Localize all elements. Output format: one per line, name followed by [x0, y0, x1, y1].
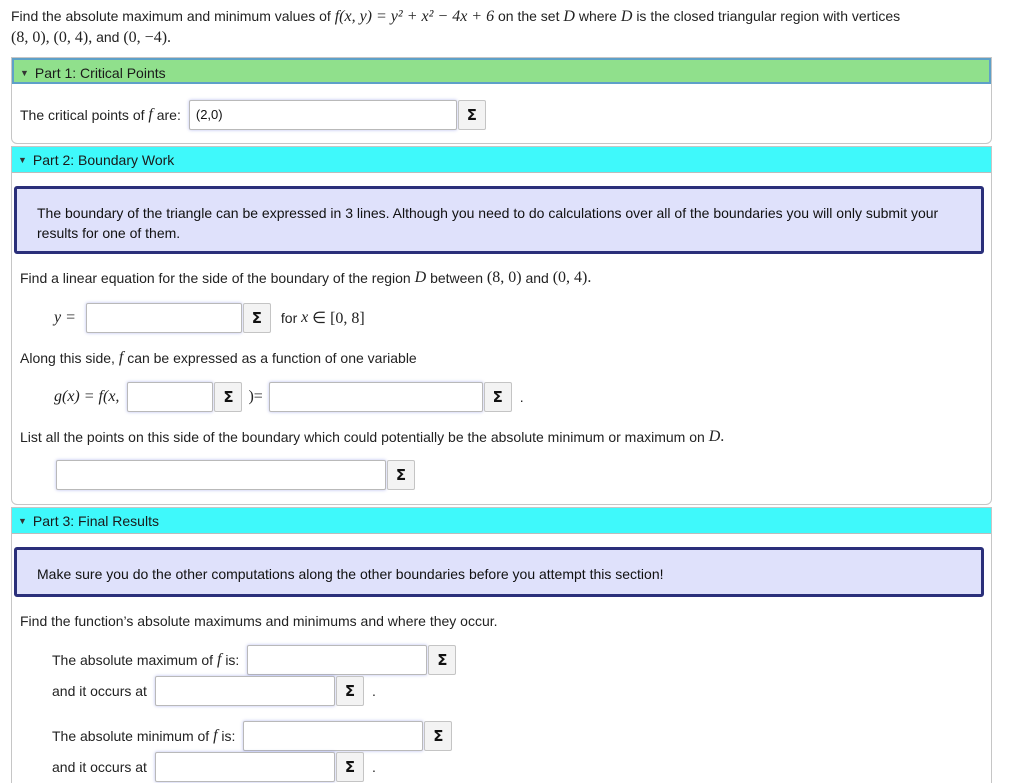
- vertex-2: (0, 4): [53, 29, 89, 46]
- sigma-icon[interactable]: Σ: [424, 721, 452, 751]
- domain-var: x: [301, 309, 309, 326]
- boundary-points-input[interactable]: [56, 460, 386, 490]
- max-label-end: is:: [225, 652, 240, 668]
- sigma-icon[interactable]: Σ: [214, 382, 242, 412]
- g-argument-input[interactable]: [127, 382, 213, 412]
- final-results-question: Find the function’s absolute maximums and minimums and where they occur.: [20, 613, 498, 629]
- part3-header[interactable]: [12, 508, 991, 534]
- period: .: [371, 759, 376, 775]
- function-var: f: [216, 651, 222, 668]
- function-var: f: [148, 106, 153, 123]
- sigma-icon[interactable]: Σ: [428, 645, 456, 675]
- max-location-label: and it occurs at: [52, 683, 147, 699]
- min-location-label: and it occurs at: [52, 759, 147, 775]
- g-close-label: )=: [248, 388, 263, 405]
- min-label: The absolute minimum of: [52, 728, 210, 744]
- absolute-min-input[interactable]: [243, 721, 423, 751]
- critical-points-label-end: are:: [156, 107, 181, 123]
- boundary-question: Find a linear equation for the side of the boundary of the region D between (8, 0) and (0, 4) .: [20, 269, 592, 286]
- set-name: D: [620, 8, 633, 25]
- absolute-max-input[interactable]: [247, 645, 427, 675]
- collapse-triangle-icon: ▼: [18, 516, 27, 526]
- problem-statement: Find the absolute maximum and minimum values of f(x, y) = y² + x² − 4x + 6 on the set D where D is the closed triangular region with vertices (8, 0), (0, 4), and (0, −4).: [11, 8, 901, 46]
- part1-header[interactable]: [12, 58, 991, 84]
- period: .: [371, 683, 376, 699]
- collapse-triangle-icon: ▼: [20, 68, 29, 78]
- part2-note: The boundary of the triangle can be expressed in 3 lines. Although you need to do calculations over all of the boundaries you will only submit your results for one of them.: [14, 186, 984, 254]
- part1-title: Part 1: Critical Points: [34, 65, 166, 81]
- part2-header[interactable]: [12, 147, 991, 173]
- vertex-3: (0, −4): [123, 29, 168, 46]
- function-expression: f(x, y) = y² + x² − 4x + 6: [334, 8, 495, 25]
- sigma-icon[interactable]: Σ: [387, 460, 415, 490]
- critical-points-input[interactable]: (2,0): [189, 100, 457, 130]
- for-label: for: [280, 310, 298, 326]
- part3-note: Make sure you do the other computations along the other boundaries before you attempt this section!: [14, 547, 984, 597]
- g-expression-input[interactable]: [269, 382, 483, 412]
- y-equals-label: y =: [54, 309, 76, 326]
- problem-text: where: [578, 8, 617, 24]
- sigma-icon[interactable]: Σ: [336, 752, 364, 782]
- problem-text: Find the absolute maximum and minimum values of: [11, 8, 331, 24]
- max-label: The absolute maximum of: [52, 652, 214, 668]
- part1-section: [11, 57, 992, 144]
- problem-text: is the closed triangular region with vertices: [636, 8, 901, 24]
- g-function-label: g(x) = f(x,: [54, 388, 120, 405]
- function-one-variable-text: Along this side, f can be expressed as a function of one variable: [20, 349, 417, 366]
- min-location-input[interactable]: [155, 752, 335, 782]
- problem-text: on the set: [497, 8, 560, 24]
- min-label-end: is:: [221, 728, 236, 744]
- period: .: [519, 389, 524, 405]
- problem-text: and: [96, 29, 120, 45]
- set-name: D: [563, 8, 575, 25]
- critical-points-label: The critical points of: [20, 107, 145, 123]
- sigma-icon[interactable]: Σ: [458, 100, 486, 130]
- boundary-points-question: List all the points on this side of the boundary which could potentially be the absolute minimum or maximum on D .: [20, 428, 725, 445]
- part3-title: Part 3: Final Results: [32, 513, 159, 529]
- domain-interval: ∈ [0, 8]: [312, 310, 365, 327]
- part2-title: Part 2: Boundary Work: [32, 152, 175, 168]
- collapse-triangle-icon: ▼: [18, 155, 27, 165]
- vertex-1: (8, 0): [11, 29, 46, 46]
- function-var: f: [213, 727, 218, 744]
- sigma-icon[interactable]: Σ: [243, 303, 271, 333]
- linear-equation-input[interactable]: [86, 303, 242, 333]
- max-location-input[interactable]: [155, 676, 335, 706]
- sigma-icon[interactable]: Σ: [336, 676, 364, 706]
- sigma-icon[interactable]: Σ: [484, 382, 512, 412]
